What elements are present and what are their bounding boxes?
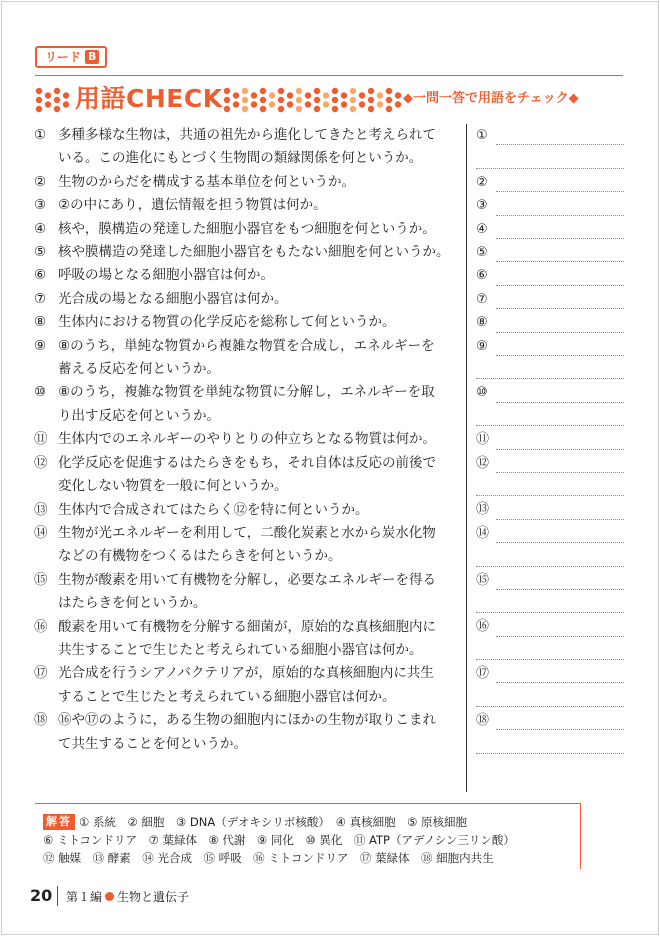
lead-rule: [35, 75, 623, 76]
question-line: 生物が酸素を用いて有機物を分解し，必要なエネルギーを得る: [58, 571, 436, 588]
question-line: することで生じたと考えられている細胞小器官は何か。: [58, 688, 396, 705]
answer-blank-line: [496, 519, 624, 520]
question-line: 核や膜構造の発達した細胞小器官をもたない細胞を何というか。: [58, 244, 450, 261]
dot-icon: [224, 88, 230, 94]
question-item: [34, 288, 466, 311]
dot-icon: [314, 106, 320, 112]
dot-icon: [359, 92, 365, 98]
question-number: ③: [34, 197, 47, 214]
question-item: [34, 499, 466, 522]
dot-icon: [332, 97, 338, 103]
answer-blank-number: ⑰: [476, 666, 490, 682]
answer-blank[interactable]: [476, 241, 624, 264]
answer-blank-line: [496, 636, 624, 637]
answer-blank-number: ⑧: [476, 315, 488, 331]
answer-blank[interactable]: [476, 194, 624, 217]
question-number: ⑯: [34, 618, 48, 635]
question-line: 生体内における物質の化学反応を総称して何というか。: [58, 314, 396, 331]
question-text: [58, 124, 466, 171]
answer-blank-line: [476, 378, 624, 379]
dot-icon: [36, 97, 42, 103]
answer-blank-number: ⑪: [476, 432, 490, 448]
question-number: ⑦: [34, 290, 47, 307]
answer-blank-number: ③: [476, 198, 488, 214]
dot-icon: [314, 88, 320, 94]
dot-icon: [350, 97, 356, 103]
lead-badge: B: [85, 50, 99, 64]
dot-icon: [368, 97, 374, 103]
answer-blank-number: ①: [476, 128, 488, 143]
answer-blank-number: ⑨: [476, 338, 488, 354]
dot-icon: [278, 106, 284, 112]
question-item: [34, 616, 466, 663]
answer-blank[interactable]: [476, 218, 624, 241]
question-line: ⑯や⑰のように，ある生物の細胞内にほかの生物が取りこまれ: [58, 712, 436, 729]
question-number: ⑪: [34, 431, 48, 448]
dot-icon: [251, 101, 257, 107]
question-line: 化学反応を促進するはたらきをもち，それ自体は反応の前後で: [58, 454, 436, 471]
dot-icon: [350, 88, 356, 94]
question-item: [34, 311, 466, 334]
question-text: [58, 311, 466, 334]
question-line: ⑧のうち，単純な物質から複雑な物質を合成し，エネルギーを: [58, 337, 435, 354]
question-line: ②の中にあり，遺伝情報を担う物質は何か。: [58, 197, 327, 214]
dot-icon: [332, 106, 338, 112]
dot-icon: [350, 106, 356, 112]
dot-icon: [296, 97, 302, 103]
dot-icon: [296, 106, 302, 112]
answer-blank-line: [496, 402, 624, 403]
answer-blank-number: ⑩: [476, 385, 488, 401]
question-line: 核や，膜構造の発達した細胞小器官をもつ細胞を何というか。: [58, 220, 436, 237]
answer-blank[interactable]: [476, 662, 624, 709]
page-number: 20: [30, 886, 53, 905]
question-item: [34, 428, 466, 451]
question-line: 多種多様な生物は，共通の祖先から進化してきたと考えられて: [58, 127, 436, 143]
question-line: 変化しない物質を一般に何というか。: [58, 478, 288, 495]
dot-icon: [377, 92, 383, 98]
dot-icon: [395, 101, 401, 107]
answer-blank-line: [476, 566, 624, 567]
answer-badge: 解答: [43, 814, 75, 830]
answer-blank-line: [476, 425, 624, 426]
dot-icon: [233, 92, 239, 98]
question-item: [34, 569, 466, 616]
dot-icon: [296, 88, 302, 94]
question-item: [34, 662, 466, 709]
dot-icon: [305, 101, 311, 107]
question-number: ⑮: [34, 571, 48, 588]
answer-blank[interactable]: [476, 335, 624, 382]
question-item: [34, 124, 466, 171]
answer-blank-line: [476, 659, 624, 660]
answer-blank-number: ⑥: [476, 268, 488, 284]
answer-blank[interactable]: [476, 428, 624, 451]
section-header: [35, 80, 625, 120]
answer-blank-number: ⑦: [476, 291, 488, 307]
dot-icon: [278, 88, 284, 94]
question-item: [34, 452, 466, 499]
question-text: [58, 499, 466, 522]
answer-blank-line: [496, 729, 624, 730]
question-text: [58, 428, 466, 451]
question-line: いる。この進化にもとづく生物間の類縁関係を何というか。: [58, 150, 423, 167]
lead-text: リード: [45, 50, 82, 64]
dot-icon: [368, 88, 374, 94]
question-number: ⑭: [34, 524, 48, 541]
question-line: 生体内でのエネルギーのやりとりの仲立ちとなる物質は何か。: [58, 431, 436, 448]
question-item: [34, 709, 466, 756]
column-divider: [466, 124, 467, 792]
answer-blank-line: [476, 753, 624, 754]
question-item: [34, 264, 466, 287]
answer-blank-number: ④: [476, 221, 488, 237]
dot-icon: [269, 101, 275, 107]
question-text: [58, 171, 466, 194]
answer-blank[interactable]: [476, 288, 624, 311]
answer-blank[interactable]: [476, 569, 624, 616]
question-line: 生物が光エネルギーを利用して，二酸化炭素と水から炭水化物: [58, 524, 436, 541]
question-text: [58, 381, 466, 428]
question-text: [58, 241, 466, 264]
footer-chapter: 生物と遺伝子: [117, 890, 190, 904]
answer-blanks: [476, 124, 624, 756]
dot-pattern-left: [35, 87, 71, 113]
dot-icon: [287, 101, 293, 107]
question-text: [58, 264, 466, 287]
answer-blank[interactable]: [476, 171, 624, 194]
question-number: ⑥: [34, 267, 47, 284]
question-number: ⑤: [34, 244, 47, 261]
answer-blank[interactable]: [476, 709, 624, 756]
question-item: [34, 522, 466, 569]
answer-blank-number: ⑱: [476, 712, 490, 728]
answer-line-1: ① 系統 ② 細胞 ③ DNA（デオキシリボ核酸） ④ 真核細胞 ⑤ 原核細胞: [79, 815, 468, 829]
answer-blank-line: [496, 682, 624, 683]
question-number: ①: [34, 127, 47, 143]
question-number: ⑱: [34, 712, 48, 729]
dot-icon: [63, 101, 69, 107]
answer-blank[interactable]: [476, 311, 624, 334]
question-number: ⑬: [34, 501, 48, 518]
dot-icon: [45, 101, 51, 107]
question-text: [58, 662, 466, 709]
answer-blank[interactable]: [476, 264, 624, 287]
question-text: [58, 709, 466, 756]
question-line: 生体内で合成されてはたらく⑫を特に何というか。: [58, 501, 369, 518]
question-item: [34, 171, 466, 194]
answer-blank-line: [476, 612, 624, 613]
dot-icon: [269, 92, 275, 98]
question-line: 呼吸の場となる細胞小器官は何か。: [58, 267, 274, 284]
answer-blank-number: ②: [476, 174, 488, 190]
answer-blank-number: ⑮: [476, 572, 490, 588]
dot-icon: [377, 101, 383, 107]
dot-icon: [314, 97, 320, 103]
question-text: [58, 616, 466, 663]
question-text: [58, 522, 466, 569]
answer-blank-line: [496, 472, 624, 473]
dot-icon: [45, 92, 51, 98]
footer-part: 第１編: [66, 890, 103, 904]
answer-key: [35, 804, 581, 870]
answer-blank-line: [496, 261, 624, 262]
dot-icon: [386, 106, 392, 112]
question-number: ⑨: [34, 337, 47, 354]
footer-separator: [57, 886, 58, 906]
question-line: 蓄える反応を何というか。: [58, 361, 220, 378]
dot-icon: [54, 106, 60, 112]
answer-blank-line: [496, 285, 624, 286]
answer-blank[interactable]: [476, 498, 624, 521]
section-subtitle: ◆一問一答で用語をチェック◆: [403, 91, 579, 106]
question-item: [34, 218, 466, 241]
dot-icon: [233, 101, 239, 107]
answer-blank[interactable]: [476, 381, 624, 428]
answer-blank-line: [496, 191, 624, 192]
dot-pattern-right: [223, 87, 405, 113]
question-text: [58, 218, 466, 241]
question-line: て共生することを何というか。: [58, 735, 247, 752]
dot-icon: [36, 88, 42, 94]
question-number: ⑫: [34, 454, 48, 471]
running-footer: [66, 888, 189, 905]
dot-icon: [341, 101, 347, 107]
dot-icon: [242, 88, 248, 94]
question-line: 光合成を行うシアノバクテリアが，原始的な真核細胞内に共生: [58, 665, 434, 682]
question-list: [34, 124, 466, 756]
dot-icon: [260, 106, 266, 112]
answer-blank-line: [496, 144, 624, 145]
answer-blank[interactable]: [476, 615, 624, 662]
dot-icon: [395, 92, 401, 98]
question-line: り出す反応を何というか。: [58, 407, 220, 424]
answer-blank-line: [496, 449, 624, 450]
dot-icon: [323, 101, 329, 107]
answer-blank-line: [496, 215, 624, 216]
question-number: ⑧: [34, 314, 47, 331]
question-text: [58, 288, 466, 311]
dot-icon: [224, 106, 230, 112]
question-text: [58, 194, 466, 217]
question-line: 共生することで生じたと考えられている細胞小器官は何か。: [58, 641, 423, 658]
question-line: はたらきを何というか。: [58, 595, 207, 612]
question-line: 生物のからだを構成する基本単位を何というか。: [58, 173, 355, 190]
question-item: [34, 241, 466, 264]
dot-icon: [359, 101, 365, 107]
dot-icon: [54, 97, 60, 103]
dot-icon: [332, 88, 338, 94]
question-number: ④: [34, 220, 47, 237]
dot-icon: [63, 92, 69, 98]
question-line: 光合成の場となる細胞小器官は何か。: [58, 290, 288, 307]
answer-blank-line: [476, 495, 624, 496]
answer-blank[interactable]: [476, 124, 624, 171]
dot-icon: [323, 92, 329, 98]
answer-blank-line: [496, 589, 624, 590]
answer-blank-number: ⑭: [476, 525, 490, 541]
question-text: [58, 569, 466, 616]
dot-icon: [224, 97, 230, 103]
dot-icon: [278, 97, 284, 103]
answer-blank-line: [496, 238, 624, 239]
answer-blank-number: ⑬: [476, 502, 490, 518]
answer-blank-line: [476, 168, 624, 169]
dot-icon: [260, 88, 266, 94]
dot-icon: [368, 106, 374, 112]
dot-icon: [54, 88, 60, 94]
question-line: ⑧のうち，複雑な物質を単純な物質に分解し，エネルギーを取: [58, 384, 435, 401]
footer-dot-icon: [105, 892, 114, 901]
dot-icon: [251, 92, 257, 98]
lead-label: [35, 46, 107, 68]
answer-line-2: ⑥ ミトコンドリア ⑦ 葉緑体 ⑧ 代謝 ⑨ 同化 ⑩ 異化 ⑪ ATP（アデノシン三リン酸）: [43, 833, 515, 847]
answer-blank-number: ⑯: [476, 619, 490, 635]
answer-blank-line: [496, 355, 624, 356]
question-text: [58, 335, 466, 382]
dot-icon: [36, 106, 42, 112]
question-number: ⑰: [34, 665, 48, 682]
answer-blank-line: [496, 308, 624, 309]
dot-icon: [242, 106, 248, 112]
dot-icon: [305, 92, 311, 98]
section-title: 用語CHECK: [75, 84, 223, 113]
answer-blank-line: [496, 332, 624, 333]
answer-blank-line: [496, 542, 624, 543]
answer-blank-line: [476, 706, 624, 707]
answer-blank-number: ⑤: [476, 244, 488, 260]
dot-icon: [386, 88, 392, 94]
answer-blank-number: ⑫: [476, 455, 490, 471]
dot-icon: [260, 97, 266, 103]
answer-blank[interactable]: [476, 522, 624, 569]
question-item: [34, 335, 466, 382]
answer-blank[interactable]: [476, 452, 624, 499]
question-line: などの有機物をつくるはたらきを何というか。: [58, 548, 342, 565]
dot-icon: [341, 92, 347, 98]
dot-icon: [386, 97, 392, 103]
question-number: ⑩: [34, 384, 47, 401]
question-number: ②: [34, 173, 47, 190]
dot-icon: [242, 97, 248, 103]
answer-line-3: ⑫ 触媒 ⑬ 酵素 ⑭ 光合成 ⑮ 呼吸 ⑯ ミトコンドリア ⑰ 葉緑体 ⑱ 細胞内共生: [43, 851, 494, 865]
question-item: [34, 381, 466, 428]
dot-icon: [287, 92, 293, 98]
question-item: [34, 194, 466, 217]
question-text: [58, 452, 466, 499]
question-line: 酸素を用いて有機物を分解する細菌が，原始的な真核細胞内に: [58, 618, 436, 635]
